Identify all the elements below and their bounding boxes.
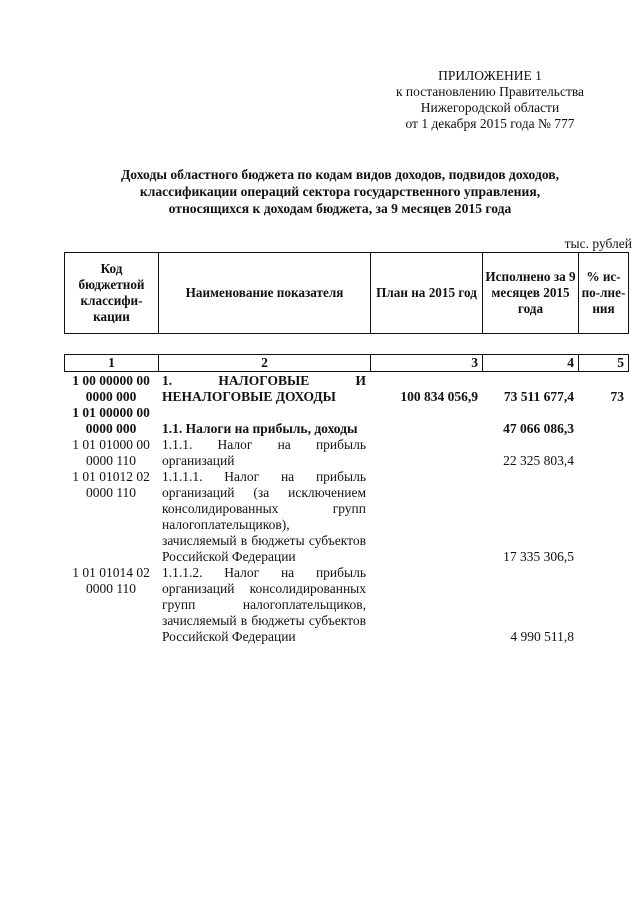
row-percent: [578, 405, 628, 437]
row-name: 1.1. Налоги на прибыль, доходы: [162, 421, 358, 436]
row-name: 1.1.1.1. Налог на прибыль организаций (за исключением консолидированных групп налогоплательщиков), зачисляемый в бюджеты субъектов Российской Федерации: [162, 469, 366, 564]
table-row: [64, 373, 628, 405]
row-plan: [370, 469, 482, 565]
header-name: Наименование показателя: [159, 253, 371, 334]
column-number: 3: [371, 355, 483, 372]
row-code: 1 00 00000 00 0000 000: [72, 373, 150, 404]
row-percent: [578, 565, 628, 645]
row-percent: [578, 469, 628, 565]
document-title: [60, 166, 620, 217]
title-line: Доходы областного бюджета по кодам видов доходов, подвидов доходов,: [120, 167, 560, 182]
row-plan: [370, 565, 482, 645]
appendix-line: Нижегородской области: [420, 100, 560, 115]
row-plan: [370, 405, 482, 437]
appendix-block: [370, 68, 610, 132]
row-code: 1 01 01000 00 0000 110: [72, 437, 150, 468]
column-number: 4: [483, 355, 579, 372]
row-executed: 22 325 803,4: [503, 453, 574, 468]
row-name: 1.1.1. Налог на прибыль организаций: [162, 437, 366, 468]
title-line: классификации операций сектора государственного управления,: [139, 184, 541, 199]
row-percent: [578, 437, 628, 469]
units-label: тыс. рублей: [564, 236, 632, 251]
column-number: 5: [579, 355, 629, 372]
row-executed: 17 335 306,5: [503, 549, 574, 564]
data-table: [64, 373, 628, 645]
table-row: [64, 469, 628, 565]
row-executed: 73 511 677,4: [503, 389, 574, 404]
appendix-title: ПРИЛОЖЕНИЕ 1: [438, 68, 542, 83]
table-row: [64, 437, 628, 469]
row-percent: 73: [610, 389, 624, 404]
row-name: 1. НАЛОГОВЫЕ И НЕНАЛОГОВЫЕ ДОХОДЫ: [162, 373, 366, 404]
row-plan: 100 834 056,9: [400, 389, 478, 404]
header-executed: Исполнено за 9 месяцев 2015 года: [483, 253, 579, 334]
column-number: 2: [159, 355, 371, 372]
row-executed: 47 066 086,3: [503, 421, 574, 436]
appendix-line: к постановлению Правительства: [395, 84, 585, 99]
table-row: [64, 565, 628, 645]
row-code: 1 01 00000 00 0000 000: [72, 405, 150, 436]
header-plan: План на 2015 год: [371, 253, 483, 334]
row-code: 1 01 01014 02 0000 110: [72, 565, 150, 596]
row-executed: 4 990 511,8: [510, 629, 574, 644]
column-number: 1: [65, 355, 159, 372]
appendix-line: от 1 декабря 2015 года № 777: [405, 116, 575, 131]
row-name: 1.1.1.2. Налог на прибыль организаций консолидированных групп налогоплательщиков, зачисляемый в бюджеты субъектов Российской Федерации: [162, 565, 366, 644]
header-code: Код бюджетной классифи-кации: [65, 253, 159, 334]
table-row: [64, 405, 628, 437]
row-plan: [370, 437, 482, 469]
header-percent: % ис-по-лне-ния: [579, 253, 629, 334]
column-numbers-row: [64, 354, 629, 372]
row-code: 1 01 01012 02 0000 110: [72, 469, 150, 500]
table-header: [64, 252, 629, 334]
title-line: относящихся к доходам бюджета, за 9 месяцев 2015 года: [168, 201, 512, 216]
